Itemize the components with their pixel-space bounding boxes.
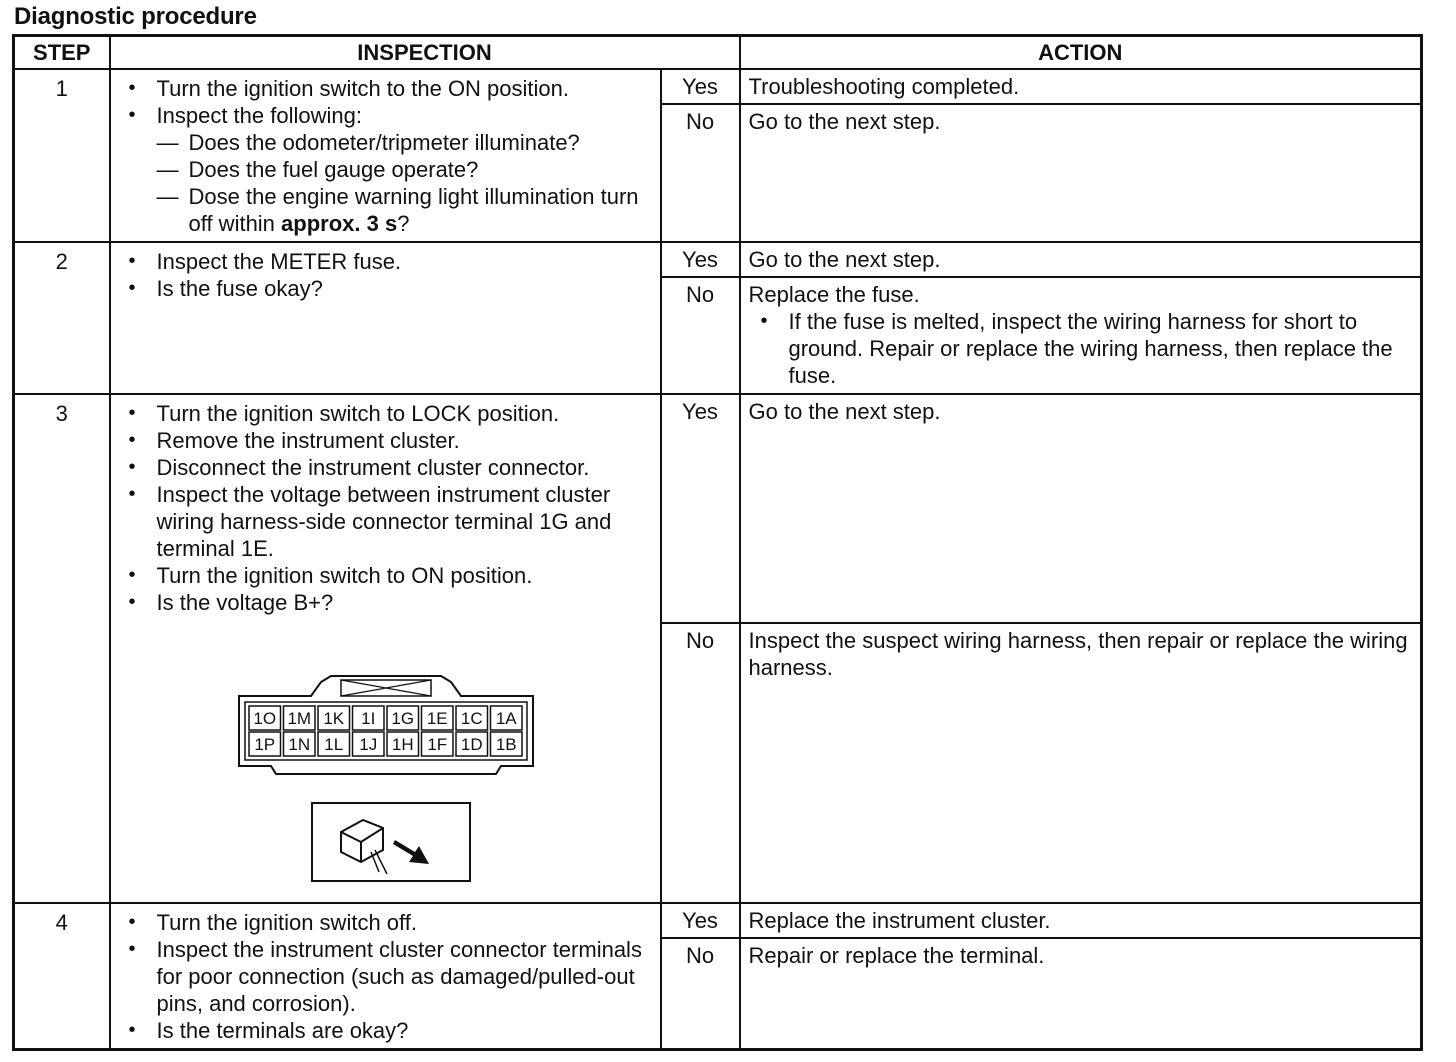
list-item: • Is the terminals are okay? <box>125 1017 654 1044</box>
list-item: • Inspect the METER fuse. <box>125 248 654 275</box>
yes-action: Troubleshooting completed. <box>740 69 1422 104</box>
connector-pin-label: 1D <box>460 735 483 754</box>
table-row <box>14 394 1422 623</box>
list-item: • Turn the ignition switch to the ON position. <box>125 75 654 102</box>
page-title: Diagnostic procedure <box>14 3 257 30</box>
connector-diagram <box>231 658 541 778</box>
list-item <box>125 102 654 237</box>
diagnostic-table <box>12 34 1423 1051</box>
sub-item-text: Dose the engine warning light illumination turn off within <box>188 184 639 236</box>
header-action: ACTION <box>740 36 1422 70</box>
action-bullet: • If the fuse is melted, inspect the wiring harness for short to ground. Repair or replace the wiring harness, then replace the fuse. <box>757 308 1415 389</box>
connector-pin-label: 1H <box>391 735 414 754</box>
list-item-text: Inspect the following: <box>156 103 362 128</box>
list-item: • Is the voltage B+? <box>125 589 654 616</box>
connector-pin-label: 1E <box>426 709 448 728</box>
table-row <box>14 69 1422 104</box>
connector-view-icon <box>311 802 471 882</box>
figures <box>111 620 660 902</box>
no-label: No <box>661 938 740 1049</box>
yes-label: Yes <box>661 394 740 623</box>
connector-pin-label: 1A <box>495 709 517 728</box>
table-row <box>14 903 1422 938</box>
sub-item: — Does the odometer/tripmeter illuminate? <box>157 129 654 156</box>
yes-action: Go to the next step. <box>740 394 1422 623</box>
sub-item <box>157 183 654 237</box>
yes-action: Go to the next step. <box>740 242 1422 277</box>
connector-pin-label: 1B <box>495 735 517 754</box>
connector-pin-label: 1M <box>286 709 311 728</box>
step-number: 1 <box>14 69 110 242</box>
list-item: • Turn the ignition switch to ON position. <box>125 562 654 589</box>
no-action-cell <box>740 277 1422 394</box>
connector-pin-label: 1O <box>252 709 276 728</box>
no-label: No <box>661 623 740 903</box>
time-value: approx. 3 s <box>281 211 398 236</box>
header-step: STEP <box>14 36 110 70</box>
list-item: • Inspect the voltage between instrument cluster wiring harness-side connector terminal 1G and terminal 1E. <box>125 481 654 562</box>
list-item: • Inspect the instrument cluster connector terminals for poor connection (such as damaged/pulled-out pins, and corrosion). <box>125 936 654 1017</box>
list-item: • Is the fuse okay? <box>125 275 654 302</box>
connector-pin-label: 1I <box>360 709 375 728</box>
no-action: Inspect the suspect wiring harness, then repair or replace the wiring harness. <box>740 623 1422 903</box>
no-action: Repair or replace the terminal. <box>740 938 1422 1049</box>
inspection-cell <box>110 903 661 1050</box>
yes-label: Yes <box>661 242 740 277</box>
inspection-cell <box>110 242 661 394</box>
yes-label: Yes <box>661 903 740 938</box>
yes-label: Yes <box>661 69 740 104</box>
sub-item-end: ? <box>397 211 410 236</box>
header-row <box>14 36 1422 70</box>
sub-item: — Does the fuel gauge operate? <box>157 156 654 183</box>
list-item: • Turn the ignition switch off. <box>125 909 654 936</box>
connector-pin-label: 1L <box>323 735 343 754</box>
inspection-cell <box>110 394 661 903</box>
connector-pin-label: 1F <box>426 735 447 754</box>
connector-pin-label: 1C <box>460 709 483 728</box>
step-number: 4 <box>14 903 110 1050</box>
step-number: 3 <box>14 394 110 903</box>
header-inspection: INSPECTION <box>110 36 740 70</box>
table-row <box>14 242 1422 277</box>
yes-action: Replace the instrument cluster. <box>740 903 1422 938</box>
no-action: Replace the fuse. <box>748 282 920 307</box>
step-number: 2 <box>14 242 110 394</box>
list-item: • Remove the instrument cluster. <box>125 427 654 454</box>
no-action: Go to the next step. <box>740 104 1422 242</box>
list-item: • Turn the ignition switch to LOCK position. <box>125 400 654 427</box>
inspection-cell <box>110 69 661 242</box>
no-label: No <box>661 277 740 394</box>
no-label: No <box>661 104 740 242</box>
connector-pin-label: 1P <box>253 735 275 754</box>
pin-grid <box>249 706 522 756</box>
connector-pin-label: 1J <box>358 735 377 754</box>
connector-pin-label: 1N <box>287 735 310 754</box>
connector-pin-label: 1K <box>322 709 344 728</box>
list-item: • Disconnect the instrument cluster connector. <box>125 454 654 481</box>
connector-pin-label: 1G <box>390 709 414 728</box>
